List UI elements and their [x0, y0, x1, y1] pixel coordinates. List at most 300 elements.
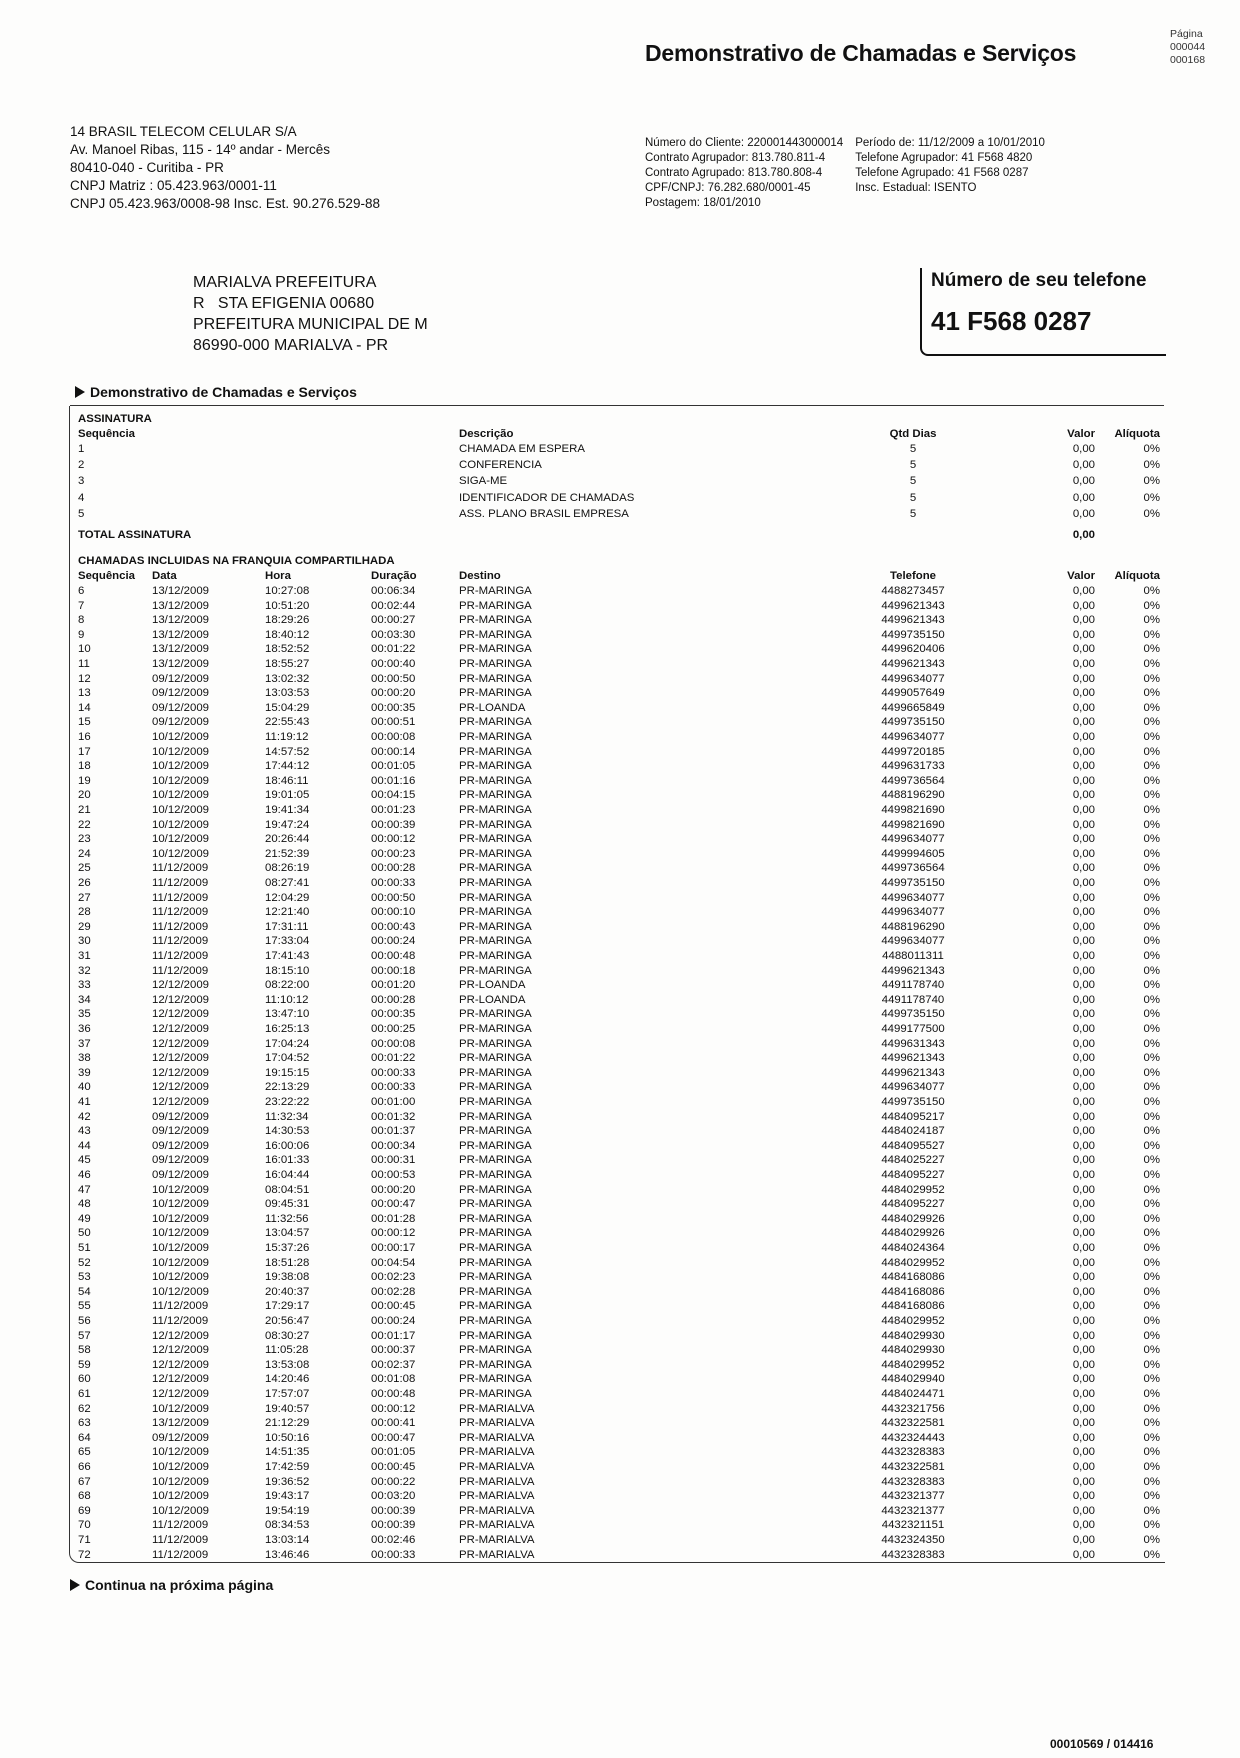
cell-duracao: 00:03:20	[371, 1490, 416, 1503]
cell-telefone: 4499735150	[881, 877, 945, 889]
cell-hora: 14:30:53	[265, 1125, 310, 1138]
cell-data: 10/12/2009	[152, 1242, 210, 1254]
cell-aliquota: 0%	[1143, 1344, 1160, 1357]
cell-duracao: 00:00:08	[371, 1037, 416, 1050]
cell-duracao: 00:01:16	[371, 774, 416, 787]
cell-data: 09/12/2009	[152, 687, 210, 700]
table-row	[78, 1226, 1163, 1241]
cell-seq: 11	[78, 658, 90, 670]
table-row	[78, 1343, 1163, 1358]
cell-aliq: 0%	[1143, 459, 1160, 472]
cell-duracao: 00:00:24	[371, 935, 416, 948]
cell-aliquota: 0%	[1143, 1402, 1160, 1415]
cell-valor: 0,00	[1072, 1417, 1095, 1430]
cell-duracao: 00:01:00	[371, 1096, 416, 1108]
cell-seq: 21	[78, 804, 91, 816]
cell-valor: 0,00	[1072, 1198, 1095, 1211]
cell-valor: 0,00	[1072, 628, 1095, 641]
cell-duracao: 00:00:20	[371, 1183, 416, 1196]
page-title: Demonstrativo de Chamadas e Serviços	[645, 40, 1077, 66]
cell-aliquota: 0%	[1143, 1037, 1160, 1050]
cell-data: 13/12/2009	[152, 643, 210, 656]
table-row	[78, 1270, 1163, 1285]
cell-seq: 66	[78, 1461, 91, 1473]
cell-data: 12/12/2009	[152, 1066, 210, 1079]
cell-valor: 0,00	[1072, 1081, 1095, 1094]
cell-hora: 19:15:15	[265, 1066, 310, 1079]
cell-telefone: 4499735150	[881, 628, 945, 641]
cell-data: 13/12/2009	[152, 1417, 210, 1430]
assinatura-header-row	[78, 427, 1163, 442]
cell-data: 11/12/2009	[152, 877, 209, 889]
company-line: CNPJ 05.423.963/0008-98 Insc. Est. 90.276.529-88	[70, 196, 380, 211]
table-row	[78, 978, 1163, 993]
cell-seq: 55	[78, 1300, 91, 1313]
cell-data: 10/12/2009	[152, 731, 210, 743]
cell-telefone: 4499631343	[881, 1037, 945, 1050]
cell-telefone: 4432328383	[881, 1446, 945, 1459]
table-row	[78, 1299, 1163, 1314]
cell-destino: PR-MARINGA	[459, 1373, 532, 1386]
cell-duracao: 00:01:05	[371, 1446, 416, 1459]
cell-seq: 42	[78, 1110, 91, 1123]
cell-valor: 0,00	[1072, 1402, 1095, 1415]
cell-aliquota: 0%	[1143, 1096, 1160, 1108]
cell-hora: 13:53:08	[265, 1358, 310, 1371]
cell-duracao: 00:00:47	[371, 1198, 416, 1211]
table-row	[78, 730, 1163, 745]
cell-telefone: 4484024187	[881, 1125, 945, 1138]
cell-seq: 68	[78, 1490, 91, 1503]
cell-destino: PR-MARINGA	[459, 1198, 532, 1211]
cell-data: 10/12/2009	[152, 1446, 210, 1459]
cell-desc: SIGA-ME	[459, 475, 508, 488]
table-row	[78, 1285, 1163, 1300]
cell-data: 13/12/2009	[152, 585, 210, 597]
cell-valor: 0,00	[1072, 1110, 1095, 1123]
cell-telefone: 4484029952	[881, 1358, 945, 1371]
cell-data: 12/12/2009	[152, 979, 210, 992]
cell-aliquota: 0%	[1143, 687, 1160, 700]
cell-data: 11/12/2009	[152, 950, 209, 962]
cell-data: 12/12/2009	[152, 1344, 210, 1357]
cell-duracao: 00:01:28	[371, 1212, 416, 1225]
cell-telefone: 4499994605	[881, 847, 945, 860]
cell-hora: 17:41:43	[265, 950, 310, 962]
cell-data: 10/12/2009	[152, 1256, 210, 1269]
cell-aliquota: 0%	[1143, 1388, 1160, 1400]
cell-data: 09/12/2009	[152, 701, 210, 714]
cell-valor: 0,00	[1072, 1315, 1095, 1327]
cell-seq: 29	[78, 920, 91, 933]
cell-destino: PR-MARINGA	[459, 614, 532, 627]
cell-data: 09/12/2009	[152, 1139, 210, 1152]
cell-duracao: 00:01:32	[371, 1110, 416, 1123]
cell-seq: 3	[78, 475, 85, 488]
cell-destino: PR-MARIALVA	[459, 1446, 535, 1459]
cell-hora: 08:22:00	[265, 979, 310, 992]
cell-data: 12/12/2009	[152, 1329, 210, 1342]
cell-destino: PR-MARINGA	[459, 1139, 532, 1152]
cell-destino: PR-MARINGA	[459, 862, 532, 875]
cell-hora: 13:02:32	[265, 672, 310, 685]
company-address	[70, 123, 380, 213]
page-number-info	[1170, 28, 1205, 67]
cell-aliquota: 0%	[1143, 1154, 1160, 1167]
cell-destino: PR-MARINGA	[459, 1300, 532, 1313]
cell-seq: 50	[78, 1227, 91, 1240]
cell-hora: 20:26:44	[265, 833, 310, 846]
cell-aliquota: 0%	[1143, 920, 1160, 933]
cell-duracao: 00:00:20	[371, 687, 416, 700]
cell-duracao: 00:00:18	[371, 964, 416, 977]
cell-hora: 10:51:20	[265, 599, 310, 612]
cell-data: 13/12/2009	[152, 658, 210, 670]
cell-valor: 0,00	[1072, 906, 1095, 919]
table-row	[78, 1066, 1163, 1081]
cell-seq: 69	[78, 1504, 91, 1517]
cell-seq: 25	[78, 862, 91, 875]
cell-aliquota: 0%	[1143, 614, 1160, 627]
cell-seq: 41	[78, 1096, 91, 1108]
contract-agrupado: Contrato Agrupado: 813.780.808-4	[645, 167, 823, 179]
cell-duracao: 00:00:12	[371, 1402, 416, 1415]
cell-valor: 0,00	[1072, 1329, 1095, 1342]
cell-hora: 19:54:19	[265, 1504, 310, 1517]
cell-seq: 51	[78, 1242, 91, 1254]
cell-destino: PR-MARINGA	[459, 658, 532, 670]
cell-hora: 17:29:17	[265, 1300, 310, 1313]
cell-valor: 0,00	[1072, 1461, 1095, 1473]
cell-telefone: 4499621343	[881, 1066, 945, 1079]
cell-telefone: 4499177500	[881, 1023, 945, 1035]
cell-hora: 19:43:17	[265, 1490, 310, 1503]
col-header-aliquota: Alíquota	[1114, 570, 1160, 582]
cell-valor: 0,00	[1072, 1548, 1095, 1561]
cell-telefone: 4484168086	[881, 1285, 945, 1298]
cell-valor: 0,00	[1072, 475, 1095, 488]
cell-hora: 19:36:52	[265, 1475, 310, 1488]
cell-duracao: 00:03:30	[371, 628, 416, 641]
cell-hora: 09:45:31	[265, 1198, 310, 1211]
table-row	[78, 672, 1163, 687]
cell-duracao: 00:04:54	[371, 1256, 416, 1269]
table-row	[78, 1095, 1163, 1110]
cell-seq: 18	[78, 760, 91, 773]
cell-data: 10/12/2009	[152, 1198, 210, 1211]
table-row	[78, 949, 1163, 964]
cell-duracao: 00:00:14	[371, 745, 416, 758]
cell-seq: 49	[78, 1212, 91, 1225]
cell-telefone: 4499057649	[881, 687, 945, 700]
cell-telefone: 4484095217	[881, 1110, 945, 1123]
cell-qtd: 5	[909, 459, 917, 472]
chamadas-title-row	[78, 554, 1163, 569]
cell-seq: 13	[78, 687, 91, 700]
cell-hora: 17:42:59	[265, 1461, 310, 1473]
cell-duracao: 00:02:23	[371, 1271, 416, 1284]
cell-telefone: 4499736564	[881, 862, 945, 875]
cell-duracao: 00:02:46	[371, 1534, 416, 1546]
cell-aliquota: 0%	[1143, 1461, 1160, 1473]
triangle-right-icon	[75, 386, 85, 398]
cell-valor: 0,00	[1072, 1052, 1095, 1065]
cell-destino: PR-MARIALVA	[459, 1548, 535, 1561]
col-header-valor: Valor	[1067, 570, 1095, 582]
cell-aliquota: 0%	[1143, 1373, 1160, 1386]
cell-valor: 0,00	[1072, 1169, 1095, 1181]
cell-hora: 13:03:53	[265, 687, 310, 700]
cell-duracao: 00:00:33	[371, 877, 416, 889]
cell-data: 10/12/2009	[152, 774, 210, 787]
cell-hora: 13:46:46	[265, 1548, 310, 1561]
cell-aliq: 0%	[1143, 475, 1160, 488]
cell-aliquota: 0%	[1143, 672, 1160, 685]
cell-seq: 28	[78, 906, 91, 919]
postagem: Postagem: 18/01/2010	[645, 197, 761, 209]
cell-hora: 23:22:22	[265, 1096, 310, 1108]
cell-seq: 67	[78, 1475, 91, 1488]
cell-destino: PR-MARINGA	[459, 1154, 532, 1167]
cell-valor: 0,00	[1072, 1431, 1095, 1444]
cell-seq: 14	[78, 701, 91, 714]
cell-aliquota: 0%	[1143, 1475, 1160, 1488]
cell-duracao: 00:00:25	[371, 1023, 416, 1035]
cell-duracao: 00:00:39	[371, 818, 416, 831]
cell-valor: 0,00	[1072, 1066, 1095, 1079]
table-row	[78, 1256, 1163, 1271]
table-row	[78, 1431, 1163, 1446]
cell-aliquota: 0%	[1143, 1008, 1160, 1021]
company-line: 14 BRASIL TELECOM CELULAR S/A	[70, 124, 297, 139]
cell-telefone: 4484024364	[881, 1242, 945, 1254]
total-label: TOTAL ASSINATURA	[78, 529, 192, 541]
cell-destino: PR-MARINGA	[459, 1052, 532, 1065]
cell-destino: PR-MARINGA	[459, 877, 532, 889]
cell-aliquota: 0%	[1143, 993, 1160, 1006]
cell-desc: IDENTIFICADOR DE CHAMADAS	[459, 491, 635, 504]
cell-destino: PR-MARINGA	[459, 745, 532, 758]
cell-seq: 10	[78, 643, 91, 656]
cell-data: 12/12/2009	[152, 1081, 210, 1094]
cell-data: 13/12/2009	[152, 628, 210, 641]
table-row	[78, 1387, 1163, 1402]
table-row	[78, 1051, 1163, 1066]
cell-telefone: 4484029952	[881, 1183, 945, 1196]
table-row	[78, 458, 1163, 473]
cell-destino: PR-MARINGA	[459, 1271, 532, 1284]
cell-data: 10/12/2009	[152, 745, 210, 758]
cell-destino: PR-MARINGA	[459, 1023, 532, 1035]
cell-duracao: 00:00:08	[371, 731, 416, 743]
cell-valor: 0,00	[1072, 1183, 1095, 1196]
continua-note	[70, 1577, 273, 1593]
cell-duracao: 00:01:22	[371, 643, 416, 656]
cell-data: 09/12/2009	[152, 1154, 210, 1167]
cell-seq: 58	[78, 1344, 91, 1357]
cell-destino: PR-MARINGA	[459, 672, 532, 685]
cell-valor: 0,00	[1072, 935, 1095, 948]
cell-seq: 20	[78, 789, 91, 802]
cell-hora: 11:10:12	[265, 993, 309, 1006]
cell-data: 11/12/2009	[152, 891, 209, 904]
cell-duracao: 00:00:12	[371, 1227, 416, 1240]
cell-valor: 0,00	[1072, 1534, 1095, 1546]
cell-seq: 63	[78, 1417, 91, 1430]
cell-telefone: 4432321377	[881, 1490, 945, 1503]
cell-telefone: 4499631733	[881, 760, 945, 773]
cell-valor: 0,00	[1072, 847, 1095, 860]
cell-duracao: 00:00:17	[371, 1242, 416, 1254]
col-header-qtd: Qtd Dias	[889, 428, 937, 440]
cell-data: 10/12/2009	[152, 1504, 210, 1517]
cell-destino: PR-MARINGA	[459, 1008, 532, 1021]
cell-data: 10/12/2009	[152, 833, 210, 846]
cell-hora: 18:52:52	[265, 643, 310, 656]
cell-valor: 0,00	[1072, 1242, 1095, 1254]
cell-valor: 0,00	[1072, 716, 1095, 729]
cell-seq: 61	[78, 1388, 91, 1400]
cell-duracao: 00:00:51	[371, 716, 416, 729]
cell-aliquota: 0%	[1143, 1066, 1160, 1079]
cell-valor: 0,00	[1072, 1271, 1095, 1284]
cell-valor: 0,00	[1072, 459, 1095, 472]
cell-duracao: 00:00:40	[371, 658, 416, 670]
cell-seq: 15	[78, 716, 91, 729]
cell-hora: 17:33:04	[265, 935, 310, 948]
cell-destino: PR-MARIALVA	[459, 1519, 535, 1532]
cell-aliquota: 0%	[1143, 1169, 1160, 1181]
client-info-left	[645, 136, 843, 211]
cell-seq: 31	[78, 950, 91, 962]
cell-data: 10/12/2009	[152, 1271, 210, 1284]
cell-aliquota: 0%	[1143, 818, 1160, 831]
section-header	[75, 384, 357, 400]
cell-valor: 0,00	[1072, 760, 1095, 773]
cell-seq: 24	[78, 847, 91, 860]
cell-telefone: 4499634077	[881, 935, 945, 948]
cell-duracao: 00:00:39	[371, 1519, 416, 1532]
col-header-seq: Sequência	[78, 428, 135, 440]
table-row	[78, 701, 1163, 716]
table-row	[78, 1489, 1163, 1504]
cell-duracao: 00:01:23	[371, 804, 416, 816]
cell-valor: 0,00	[1072, 1154, 1095, 1167]
cell-valor: 0,00	[1072, 979, 1095, 992]
cell-data: 12/12/2009	[152, 1096, 210, 1108]
cell-telefone: 4484095527	[881, 1139, 945, 1152]
cell-duracao: 00:01:08	[371, 1373, 416, 1386]
cell-data: 09/12/2009	[152, 1110, 210, 1123]
cell-destino: PR-MARINGA	[459, 1096, 532, 1108]
col-header-aliquota: Alíquota	[1114, 428, 1160, 440]
cell-data: 10/12/2009	[152, 1183, 210, 1196]
cell-aliquota: 0%	[1143, 1212, 1160, 1225]
cell-telefone: 4432324443	[881, 1431, 945, 1444]
cell-seq: 6	[78, 585, 85, 597]
table-row	[78, 442, 1163, 457]
cell-valor: 0,00	[1072, 1227, 1095, 1240]
cell-telefone: 4488011311	[882, 950, 944, 962]
cell-hora: 19:47:24	[265, 818, 310, 831]
cell-telefone: 4432324350	[881, 1534, 945, 1546]
cell-valor: 0,00	[1072, 1125, 1095, 1138]
cell-hora: 13:47:10	[265, 1008, 310, 1021]
table-row	[78, 920, 1163, 935]
cell-telefone: 4499634077	[881, 1081, 945, 1094]
cell-valor: 0,00	[1072, 804, 1095, 816]
cell-destino: PR-MARIALVA	[459, 1402, 535, 1415]
cell-telefone: 4484095227	[881, 1169, 945, 1181]
cell-aliquota: 0%	[1143, 862, 1160, 875]
footer-code: 00010569 / 014416	[1050, 1737, 1154, 1751]
phone-label: Número de seu telefone	[931, 270, 1147, 291]
cell-telefone: 4499735150	[881, 1096, 945, 1108]
cell-duracao: 00:06:34	[371, 585, 416, 597]
cell-hora: 08:34:53	[265, 1519, 310, 1532]
cell-duracao: 00:00:35	[371, 1008, 416, 1021]
cell-valor: 0,00	[1072, 1373, 1095, 1386]
cell-seq: 53	[78, 1271, 91, 1284]
cell-valor: 0,00	[1072, 1256, 1095, 1269]
cell-data: 12/12/2009	[152, 1388, 210, 1400]
cell-data: 11/12/2009	[152, 862, 209, 875]
cell-destino: PR-MARINGA	[459, 585, 532, 597]
cell-valor: 0,00	[1072, 658, 1095, 670]
cell-telefone: 4484025227	[881, 1154, 945, 1167]
cell-hora: 22:55:43	[265, 716, 310, 729]
cell-telefone: 4499720185	[881, 745, 945, 758]
phone-number: 41 F568 0287	[931, 306, 1092, 336]
cell-data: 11/12/2009	[152, 920, 209, 933]
cell-duracao: 00:00:10	[371, 906, 416, 919]
table-row	[78, 657, 1163, 672]
cell-seq: 64	[78, 1431, 91, 1444]
cell-destino: PR-MARINGA	[459, 1285, 532, 1298]
cell-desc: ASS. PLANO BRASIL EMPRESA	[459, 507, 629, 520]
cell-qtd: 5	[909, 443, 917, 455]
cell-aliquota: 0%	[1143, 1052, 1160, 1065]
table-row	[78, 1548, 1163, 1563]
cell-data: 09/12/2009	[152, 1431, 210, 1444]
cell-valor: 0,00	[1072, 1475, 1095, 1488]
cell-aliquota: 0%	[1143, 1534, 1160, 1546]
cell-hora: 21:12:29	[265, 1417, 310, 1430]
cell-telefone: 4491178740	[881, 993, 945, 1006]
table-row	[78, 1037, 1163, 1052]
table-row	[78, 1183, 1163, 1198]
table-row	[78, 1139, 1163, 1154]
cell-telefone: 4488196290	[881, 920, 945, 933]
cell-telefone: 4499621343	[881, 658, 945, 670]
cell-destino: PR-MARINGA	[459, 950, 532, 962]
cell-aliq: 0%	[1143, 491, 1160, 504]
cell-hora: 18:15:10	[265, 964, 310, 977]
cell-aliquota: 0%	[1143, 1431, 1160, 1444]
cell-destino: PR-MARINGA	[459, 643, 532, 656]
table-row	[78, 759, 1163, 774]
cell-destino: PR-MARINGA	[459, 1358, 532, 1371]
table-row	[78, 745, 1163, 760]
cell-seq: 59	[78, 1358, 91, 1371]
cell-data: 10/12/2009	[152, 1461, 210, 1473]
cell-seq: 19	[78, 774, 91, 787]
cell-duracao: 00:00:41	[371, 1417, 416, 1430]
cell-valor: 0,00	[1072, 1504, 1095, 1517]
recipient-line: PREFEITURA MUNICIPAL DE M	[193, 316, 428, 333]
cell-aliquota: 0%	[1143, 891, 1160, 904]
cell-duracao: 00:00:37	[371, 1344, 416, 1357]
